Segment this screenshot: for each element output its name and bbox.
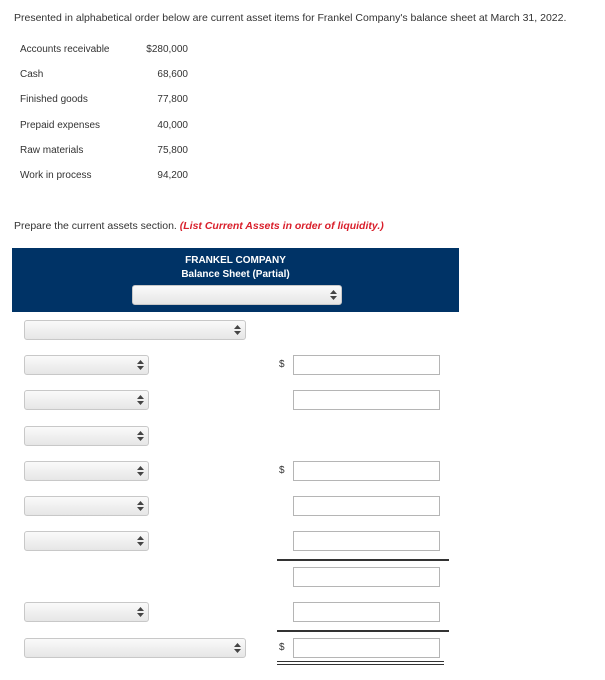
account-select[interactable]: [24, 426, 149, 446]
select-arrows-icon: [137, 501, 144, 511]
instruction: [14, 220, 384, 232]
item-name: Accounts receivable: [20, 44, 110, 55]
select-arrows-icon: [137, 607, 144, 617]
double-underline-bottom: [277, 664, 444, 665]
select-arrows-icon: [137, 431, 144, 441]
instruction-text: Prepare the current assets section.: [14, 220, 177, 232]
account-select[interactable]: [24, 531, 149, 551]
account-select[interactable]: [24, 602, 149, 622]
amount-input[interactable]: [293, 390, 440, 410]
total-label-select[interactable]: [24, 638, 246, 658]
subtotal-input[interactable]: [293, 567, 440, 587]
select-arrows-icon: [137, 536, 144, 546]
item-value: 68,600: [157, 69, 188, 80]
item-name: Finished goods: [20, 94, 88, 105]
item-value: 77,800: [157, 94, 188, 105]
double-underline-top: [277, 661, 444, 662]
account-select[interactable]: [24, 496, 149, 516]
instruction-highlight: (List Current Assets in order of liquidity.): [179, 220, 384, 232]
item-value: 40,000: [157, 120, 188, 131]
total-rule: [277, 630, 449, 632]
account-select[interactable]: [24, 355, 149, 375]
select-arrows-icon: [137, 466, 144, 476]
account-select[interactable]: [24, 390, 149, 410]
company-name: FRANKEL COMPANY: [185, 255, 286, 266]
total-input[interactable]: [293, 638, 440, 658]
date-select[interactable]: [132, 285, 342, 305]
item-value: 75,800: [157, 145, 188, 156]
amount-input[interactable]: [293, 461, 440, 481]
select-arrows-icon: [234, 643, 241, 653]
account-select[interactable]: [24, 461, 149, 481]
statement-title: Balance Sheet (Partial): [181, 269, 290, 280]
statement-header: [12, 248, 459, 312]
amount-input[interactable]: [293, 602, 440, 622]
item-value: 94,200: [157, 170, 188, 181]
item-name: Prepaid expenses: [20, 120, 101, 131]
amount-input[interactable]: [293, 496, 440, 516]
dollar-sign: $: [279, 642, 285, 653]
select-arrows-icon: [137, 360, 144, 370]
item-name: Raw materials: [20, 145, 84, 156]
item-name: Work in process: [20, 170, 92, 181]
amount-input[interactable]: [293, 531, 440, 551]
select-arrows-icon: [234, 325, 241, 335]
dollar-sign: $: [279, 359, 285, 370]
select-arrows-icon: [137, 395, 144, 405]
amount-input[interactable]: [293, 355, 440, 375]
dollar-sign: $: [279, 465, 285, 476]
intro-text: Presented in alphabetical order below are current asset items for Frankel Company's balance sheet at March 31, 2022.: [14, 12, 567, 24]
item-name: Cash: [20, 69, 44, 80]
select-arrows-icon: [330, 290, 337, 300]
section-heading-select[interactable]: [24, 320, 246, 340]
subtotal-rule: [277, 559, 449, 561]
item-value: $280,000: [146, 44, 188, 55]
